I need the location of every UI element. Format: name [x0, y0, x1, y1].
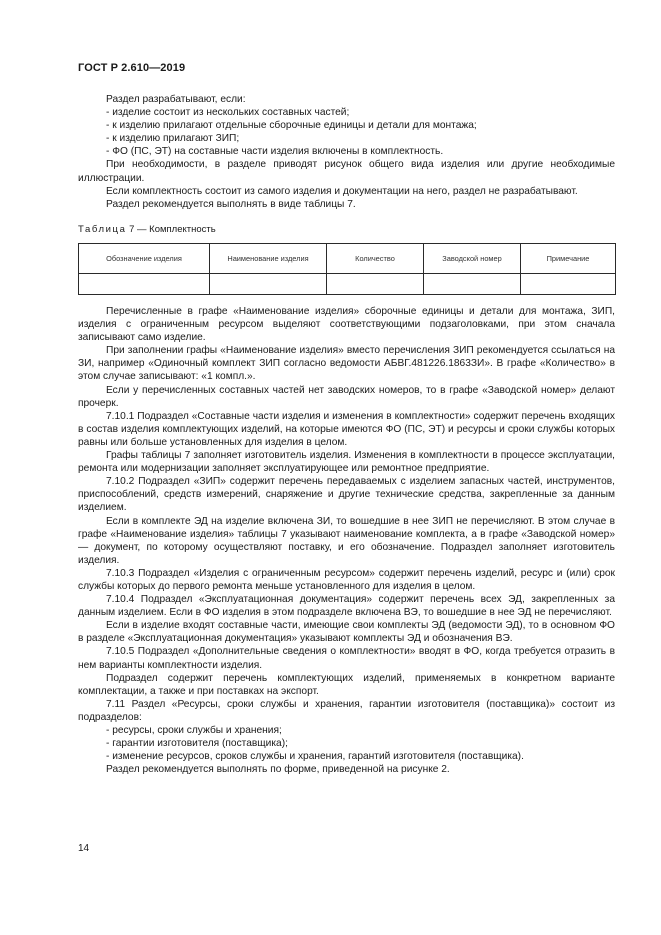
paragraph: Если у перечисленных составных частей нет заводских номеров, то в графе «Заводской номер» делают прочерк. — [78, 384, 615, 409]
paragraph: При заполнении графы «Наименование изделия» вместо перечисления ЗИП рекомендуется ссылаться на ЗИ, например «Одиночный комплект ЗИП согласно ведомости АБВГ.481226.1863ЗИ». В графе «Количество» в этом случае записывают: «1 компл.». — [78, 345, 615, 383]
list-item: - ФО (ПС, ЭТ) на составные части изделия включены в комплектность. — [106, 146, 444, 158]
body-section — [78, 305, 615, 776]
table-header-row — [79, 244, 616, 274]
column-header: Примечание — [521, 244, 616, 274]
paragraph: Раздел рекомендуется выполнять в виде таблицы 7. — [106, 198, 356, 210]
document-header: ГОСТ Р 2.610—2019 — [78, 62, 186, 74]
table-cell — [521, 274, 616, 295]
paragraph: 7.10.3 Подраздел «Изделия с ограниченным ресурсом» содержит перечень изделий, ресурс и (или) срок службы которых до первого ремонта меньше установленного для изделия в целом. — [78, 567, 615, 592]
list-item: - ресурсы, сроки службы и хранения; — [106, 725, 282, 736]
paragraph: Если в изделие входят составные части, имеющие свои комплекты ЭД (ведомости ЭД), то в основном ФО в разделе «Эксплуатационная документация» указывают комплекты ЭД и обозначения ВЭ. — [78, 620, 615, 645]
paragraph: 7.10.2 Подраздел «ЗИП» содержит перечень передаваемых с изделием запасных частей, инструментов, приспособлений, средств измерений, снаряжение и другие технические средства, закрепленные за данным изделием. — [78, 476, 615, 514]
page-number: 14 — [78, 843, 90, 854]
table-row — [79, 274, 616, 295]
column-header: Количество — [327, 244, 424, 274]
paragraph: Перечисленные в графе «Наименование изделия» сборочные единицы и детали для монтажа, ЗИП, изделия с ограниченным ресурсом выделяют соответствующими подзаголовками, при этом сначала записывают само изделие. — [78, 306, 615, 344]
paragraph: 7.10.4 Подраздел «Эксплуатационная документация» содержит перечень всех ЭД, закрепленных за данным изделием. Если в ФО изделия в этом подразделе включена ВЭ, то вошедшие в нее ЭД не перечисляют. — [78, 594, 615, 619]
table-cell — [327, 274, 424, 295]
table-caption — [78, 224, 216, 235]
paragraph: 7.10.1 Подраздел «Составные части изделия и изменения в комплектности» содержит перечень входящих в состав изделия комплектующих изделий, на которые имеются ФО (ПС, ЭТ) и ресурсы и сроки службы которых равны или больше установленных для изделия в целом. — [78, 410, 615, 448]
table-caption-title: 7 — Комплектность — [129, 224, 216, 235]
table-caption-prefix: Таблица — [78, 224, 127, 235]
table-cell — [424, 274, 521, 295]
paragraph: Раздел рекомендуется выполнять по форме, приведенной на рисунке 2. — [106, 764, 450, 776]
paragraph: Раздел разрабатывают, если: — [106, 94, 246, 105]
paragraph: Подраздел содержит перечень комплектующих изделий, применяемых в конкретном варианте комплектации, а также и при поставках на экспорт. — [78, 672, 615, 697]
column-header: Заводской номер — [424, 244, 521, 274]
paragraph: Если в комплекте ЭД на изделие включена ЗИ, то вошедшие в нее ЗИП не перечисляют. В этом случае в графе «Наименование изделия» таблицы 7 указывают наименование комплекта, а в графе «Заводской номер» — документ, по которому осуществляют поставку, и его обозначение. Подраздел заполняет изготовитель изделия. — [78, 515, 615, 566]
table-cell — [79, 274, 210, 295]
paragraph: Графы таблицы 7 заполняет изготовитель изделия. Изменения в комплектности в процессе эксплуатации, ремонта или модернизации заполняет эксплуатирующее или ремонтное предприятие. — [78, 450, 615, 475]
column-header: Обозначение изделия — [79, 244, 210, 274]
paragraph: При необходимости, в разделе приводят рисунок общего вида изделия или другие необходимые иллюстрации. — [78, 159, 615, 184]
list-item: - изделие состоит из нескольких составных частей; — [106, 107, 350, 119]
completeness-table — [78, 243, 616, 295]
paragraph: 7.10.5 Подраздел «Дополнительные сведения о комплектности» вводят в ФО, когда требуется отразить в нем варианты комплектности изделия. — [78, 646, 615, 671]
paragraph: 7.11 Раздел «Ресурсы, сроки службы и хранения, гарантии изготовителя (поставщика)» состоит из подразделов: — [78, 698, 615, 723]
intro-section — [78, 93, 615, 211]
table-cell — [210, 274, 327, 295]
paragraph: Если комплектность состоит из самого изделия и документации на него, раздел не разрабатывают. — [106, 185, 578, 197]
list-item: - к изделию прилагают отдельные сборочные единицы и детали для монтажа; — [106, 120, 477, 132]
list-item: - к изделию прилагают ЗИП; — [106, 133, 240, 145]
list-item: - изменение ресурсов, сроков службы и хранения, гарантий изготовителя (поставщика). — [106, 751, 524, 763]
column-header: Наименование изделия — [210, 244, 327, 274]
list-item: - гарантии изготовителя (поставщика); — [106, 738, 288, 750]
